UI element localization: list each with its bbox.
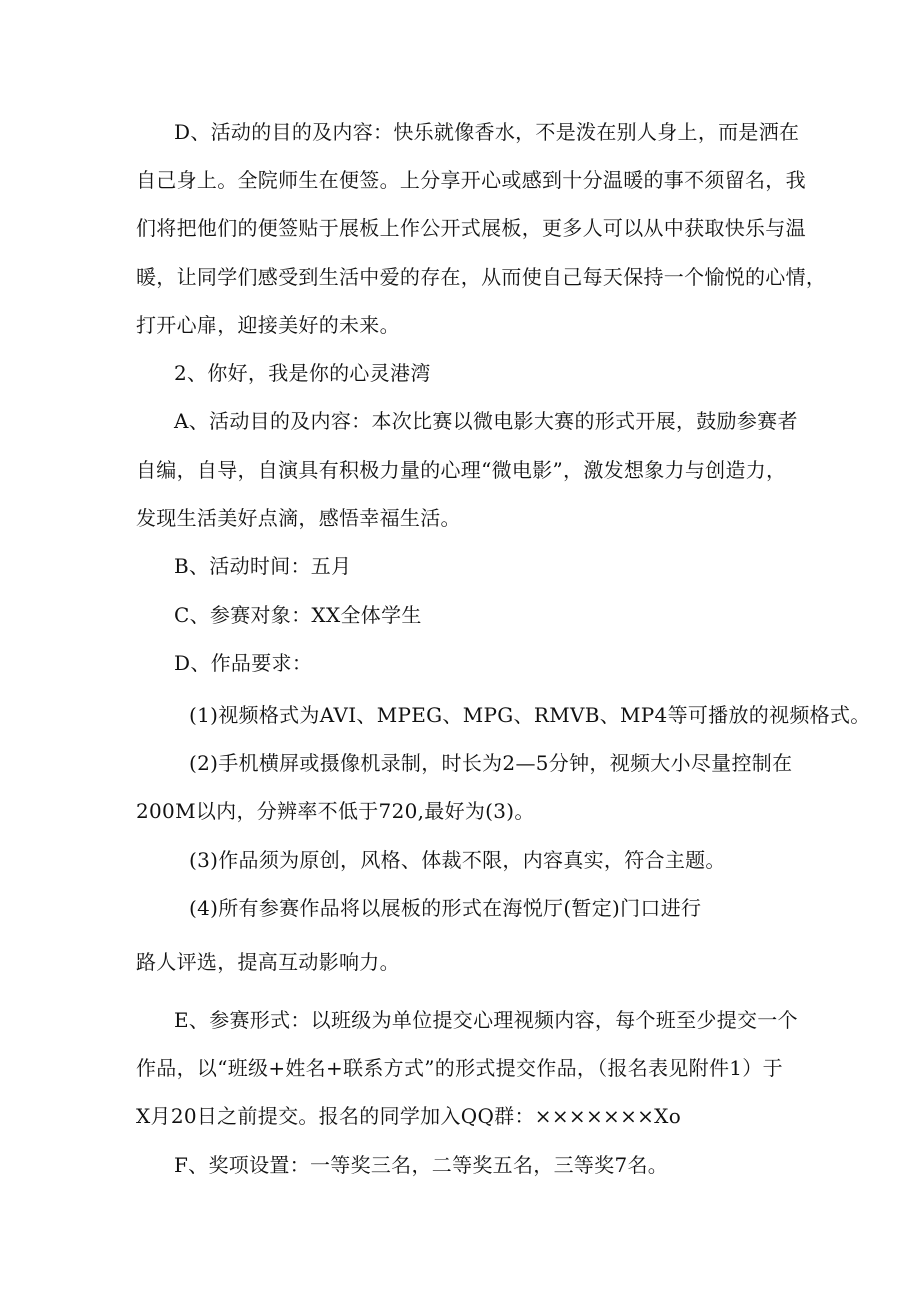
paragraph-d-requirements: D、作品要求：	[174, 651, 313, 675]
paragraph-d-activity-purpose-line-3: 们将把他们的便签贴于展板上作公开式展板，更多人可以从中获取快乐与温	[136, 216, 806, 240]
paragraph-d-activity-purpose-line-2: 自己身上。全院师生在便签。上分享开心或感到十分温暖的事不须留名，我	[136, 168, 806, 192]
paragraph-e-line-3: X月20日之前提交。报名的同学加入QQ群：×××××××Xo	[136, 1104, 682, 1128]
requirement-3: (3)作品须为原创，风格、体裁不限，内容真实，符合主题。	[189, 848, 726, 872]
paragraph-b-time: B、活动时间：五月	[174, 554, 352, 578]
paragraph-f-awards: F、奖项设置：一等奖三名，二等奖五名，三等奖7名。	[174, 1153, 669, 1177]
paragraph-a-line-2: 自编，自导，自演具有积极力量的心理“微电影”，激发想象力与创造力，	[136, 458, 787, 482]
paragraph-d-activity-purpose-line-1: D、活动的目的及内容：快乐就像香水，不是泼在别人身上，而是洒在	[174, 120, 800, 144]
paragraph-d-activity-purpose-line-5: 打开心扉，迎接美好的未来。	[136, 313, 400, 337]
paragraph-e-line-2: 作品，以“班级+姓名+联系方式”的形式提交作品，（报名表见附件1）于	[136, 1056, 783, 1080]
requirement-4-line-2: 路人评选，提高互动影响力。	[136, 950, 400, 974]
paragraph-d-activity-purpose-line-4: 暖，让同学们感受到生活中爱的存在，从而使自己每天保持一个愉悦的心情，	[136, 265, 827, 289]
section-heading-2: 2、你好，我是你的心灵港湾	[174, 361, 431, 385]
paragraph-c-participants: C、参赛对象：XX全体学生	[174, 603, 422, 627]
requirement-1: (1)视频格式为AVI、MPEG、MPG、RMVB、MP4等可播放的视频格式。	[189, 703, 871, 727]
paragraph-e-line-1: E、参赛形式：以班级为单位提交心理视频内容，每个班至少提交一个	[174, 1008, 798, 1032]
requirement-4-line-1: (4)所有参赛作品将以展板的形式在海悦厅(暂定)门口进行	[189, 896, 702, 920]
requirement-2-line-2: 200M以内，分辨率不低于720,最好为(3)。	[136, 799, 535, 823]
paragraph-a-line-3: 发现生活美好点滴，感悟幸福生活。	[136, 506, 461, 530]
paragraph-a-line-1: A、活动目的及内容：本次比赛以微电影大赛的形式开展，鼓励参赛者	[174, 409, 798, 433]
requirement-2-line-1: (2)手机横屏或摄像机录制，时长为2—5分钟，视频大小尽量控制在	[189, 751, 793, 775]
